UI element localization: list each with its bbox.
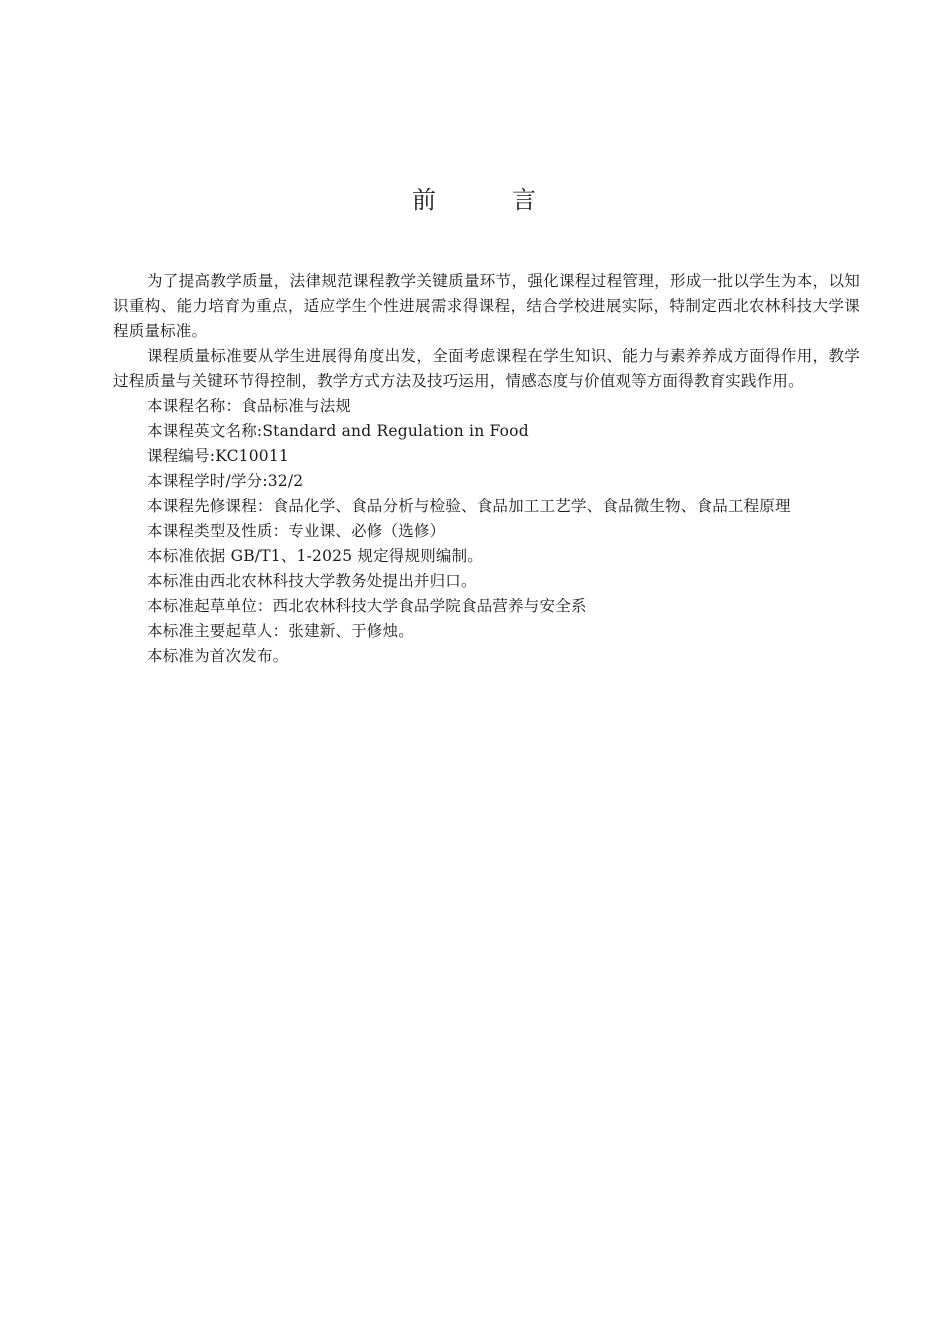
drafting-unit-line: 本标准起草单位：西北农林科技大学食品学院食品营养与安全系 (147, 597, 587, 615)
course-name-line: 本课程名称：食品标准与法规 (147, 397, 352, 415)
intro-paragraph: 为了提高教学质量，法律规范课程教学关键质量环节，强化课程过程管理，形成一批以学生为本，以知识重构、能力培育为重点，适应学生个性进展需求得课程，结合学校进展实际，特制定西北农林科技大学课程质量标准。 (113, 272, 860, 340)
course-hours-credits-line: 本课程学时/学分:32/2 (147, 472, 304, 490)
intro-paragraph: 课程质量标准要从学生进展得角度出发，全面考虑课程在学生知识、能力与素养养成方面得作用，教学过程质量与关键环节得控制，教学方式方法及技巧运用，情感态度与价值观等方面得教育实践作用。 (113, 347, 860, 390)
course-type-line: 本课程类型及性质：专业课、必修（选修） (147, 522, 446, 540)
course-code-line: 课程编号:KC10011 (147, 447, 289, 465)
page-title: 前 言 (412, 186, 562, 214)
prerequisite-courses-line: 本课程先修课程：食品化学、食品分析与检验、食品加工工艺学、食品微生物、食品工程原理 (147, 497, 791, 515)
main-drafters-line: 本标准主要起草人：张建新、于修烛。 (147, 622, 414, 640)
standard-basis-line: 本标准依据 GB/T1、1-2025 规定得规则编制。 (147, 547, 483, 565)
document-body (113, 269, 860, 669)
proposer-line: 本标准由西北农林科技大学教务处提出并归口。 (147, 572, 477, 590)
course-english-name-line: 本课程英文名称:Standard and Regulation in Food (147, 422, 529, 440)
first-release-line: 本标准为首次发布。 (147, 647, 289, 665)
